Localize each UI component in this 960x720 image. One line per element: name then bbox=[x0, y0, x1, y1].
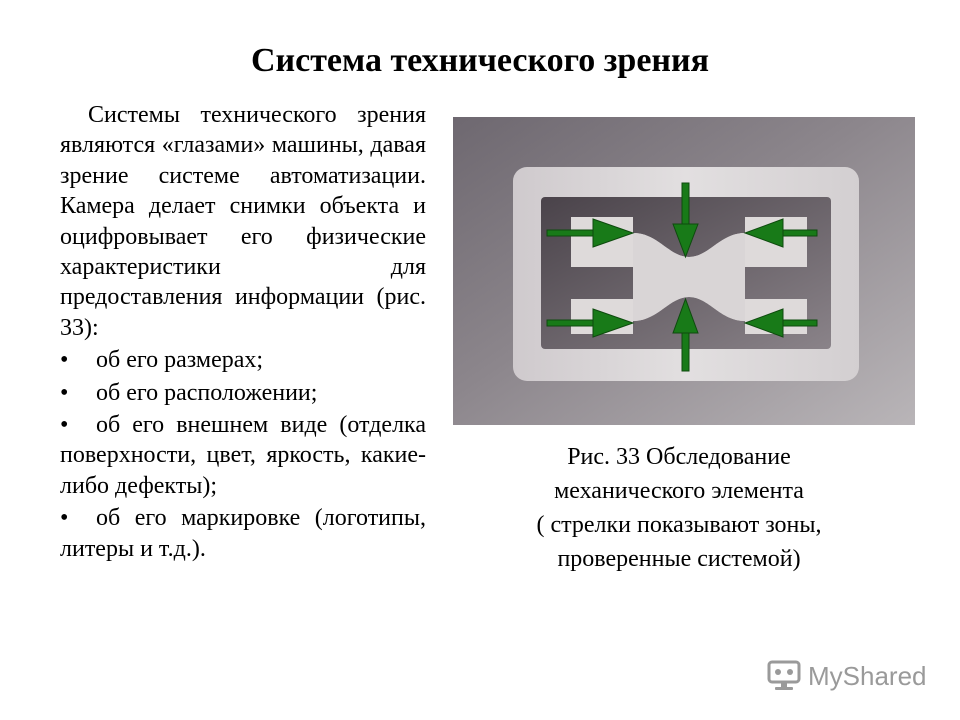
caption-line: проверенные системой) bbox=[557, 546, 801, 572]
slide-title: Система технического зрения bbox=[251, 42, 709, 79]
bullet-item: • об его размерах; bbox=[60, 345, 426, 375]
bullet-item: • об его расположении; bbox=[60, 378, 426, 408]
bullet-item: • об его маркировке (логотипы, литеры и т.д.). bbox=[60, 505, 426, 562]
caption-line: механического элемента bbox=[554, 478, 804, 504]
bullet-dot-icon: • bbox=[60, 505, 69, 532]
bullet-dot-icon: • bbox=[60, 412, 69, 439]
bullet-dot-icon: • bbox=[60, 347, 69, 374]
intro-paragraph: Системы технического зрения являются «глазами» машины, давая зрение системе автоматизации. Камера делает снимки объекта и оцифровывает его физические характеристики для предоставления информации (рис. 33): bbox=[60, 102, 426, 341]
bullet-list bbox=[60, 345, 426, 564]
bullet-item: • об его внешнем виде (отделка поверхности, цвет, яркость, какие-либо дефекты); bbox=[60, 412, 426, 499]
monitor-logo-icon bbox=[766, 659, 802, 693]
watermark-text: MyShared bbox=[808, 660, 927, 691]
inspection-figure-graphic bbox=[443, 109, 920, 427]
figure-caption bbox=[470, 440, 888, 576]
body-text bbox=[60, 100, 426, 564]
inspection-figure bbox=[443, 109, 920, 427]
caption-line: Рис. 33 Обследование bbox=[567, 444, 791, 470]
caption-line: ( стрелки показывают зоны, bbox=[536, 512, 822, 538]
watermark bbox=[766, 656, 927, 696]
bullet-dot-icon: • bbox=[60, 379, 69, 406]
